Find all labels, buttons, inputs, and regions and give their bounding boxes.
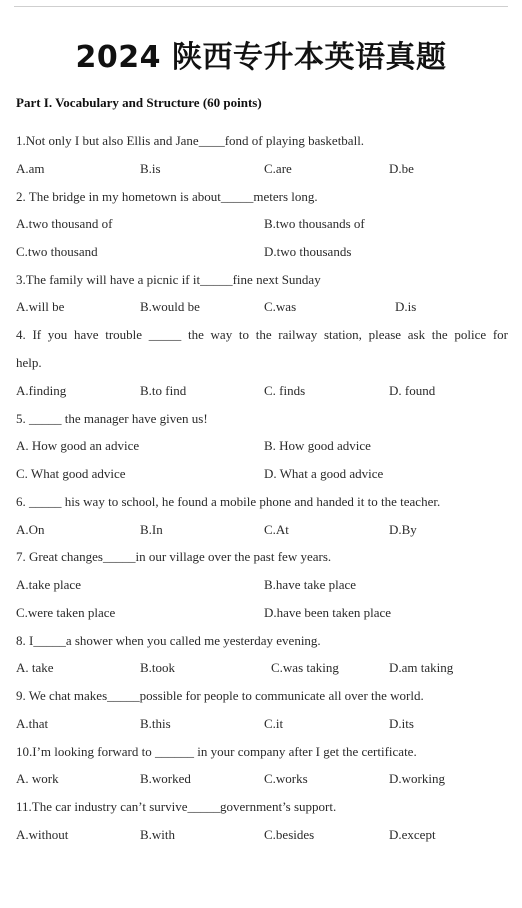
question-6-option-a: A.On (16, 522, 45, 537)
question-10-option-a: A. work (16, 771, 59, 786)
question-7-option-a: A.take place (16, 577, 81, 592)
question-6-stem: 6. _____ his way to school, he found a mobile phone and handed it to the teacher. (16, 494, 441, 509)
question-2-option-d: D.two thousands (264, 244, 352, 259)
question-7-option-b: B.have take place (264, 577, 357, 592)
question-11-option-d: D.except (389, 827, 436, 842)
question-4-option-a: A.finding (16, 383, 67, 398)
question-10-option-b: B.worked (140, 771, 191, 786)
question-8-option-d: D.am taking (389, 660, 454, 675)
question-1-option-b: B.is (140, 161, 161, 176)
top-rule (14, 6, 508, 7)
question-10-option-c: C.works (264, 771, 308, 786)
question-11-option-b: B.with (140, 827, 176, 842)
question-2-option-c: C.two thousand (16, 244, 98, 259)
question-3-option-d: D.is (395, 299, 417, 314)
part-heading: Part I. Vocabulary and Structure (60 points) (16, 95, 262, 110)
question-1-option-a: A.am (16, 161, 45, 176)
question-4-stem: 4. If you have trouble _____ the way to the railway station, please ask the police for (16, 327, 508, 342)
question-3-stem: 3.The family will have a picnic if it_____fine next Sunday (16, 272, 321, 287)
question-4-stem-continued: help. (16, 355, 42, 370)
question-11-option-c: C.besides (264, 827, 315, 842)
question-11-stem: 11.The car industry can’t survive_____government’s support. (16, 799, 337, 814)
question-2-stem: 2. The bridge in my hometown is about_____meters long. (16, 189, 318, 204)
question-5-option-b: B. How good advice (264, 438, 371, 453)
question-4-option-b: B.to find (140, 383, 187, 398)
question-8-stem: 8. I_____a shower when you called me yesterday evening. (16, 633, 321, 648)
question-9-option-c: C.it (264, 716, 284, 731)
question-5-option-d: D. What a good advice (264, 466, 384, 481)
question-7-option-c: C.were taken place (16, 605, 116, 620)
question-1-stem: 1.Not only I but also Ellis and Jane____fond of playing basketball. (16, 133, 365, 148)
page-title: 2024 陕西专升本英语真题 (75, 40, 447, 75)
question-9-option-d: D.its (389, 716, 414, 731)
question-5-stem: 5. _____ the manager have given us! (16, 411, 208, 426)
question-8-option-a: A. take (16, 660, 54, 675)
question-2-option-b: B.two thousands of (264, 216, 365, 231)
question-9-option-a: A.that (16, 716, 49, 731)
question-6-option-b: B.In (140, 522, 163, 537)
question-7-stem: 7. Great changes_____in our village over the past few years. (16, 549, 332, 564)
question-2-option-a: A.two thousand of (16, 216, 113, 231)
question-9-stem: 9. We chat makes_____possible for people to communicate all over the world. (16, 688, 424, 703)
question-3-option-c: C.was (264, 299, 297, 314)
question-4-option-d: D. found (389, 383, 436, 398)
question-11-option-a: A.without (16, 827, 69, 842)
question-1-option-c: C.are (264, 161, 292, 176)
question-6-option-c: C.At (264, 522, 289, 537)
question-5-option-c: C. What good advice (16, 466, 126, 481)
question-5-option-a: A. How good an advice (16, 438, 140, 453)
question-7-option-d: D.have been taken place (264, 605, 392, 620)
question-6-option-d: D.By (389, 522, 417, 537)
question-4-option-c: C. finds (264, 383, 306, 398)
question-10-option-d: D.working (389, 771, 445, 786)
question-1-option-d: D.be (389, 161, 414, 176)
question-3-option-b: B.would be (140, 299, 200, 314)
question-3-option-a: A.will be (16, 299, 65, 314)
question-9-option-b: B.this (140, 716, 171, 731)
question-8-option-c: C.was taking (271, 660, 339, 675)
question-8-option-b: B.took (140, 660, 176, 675)
question-10-stem: 10.I’m looking forward to ______ in your company after I get the certificate. (16, 744, 417, 759)
